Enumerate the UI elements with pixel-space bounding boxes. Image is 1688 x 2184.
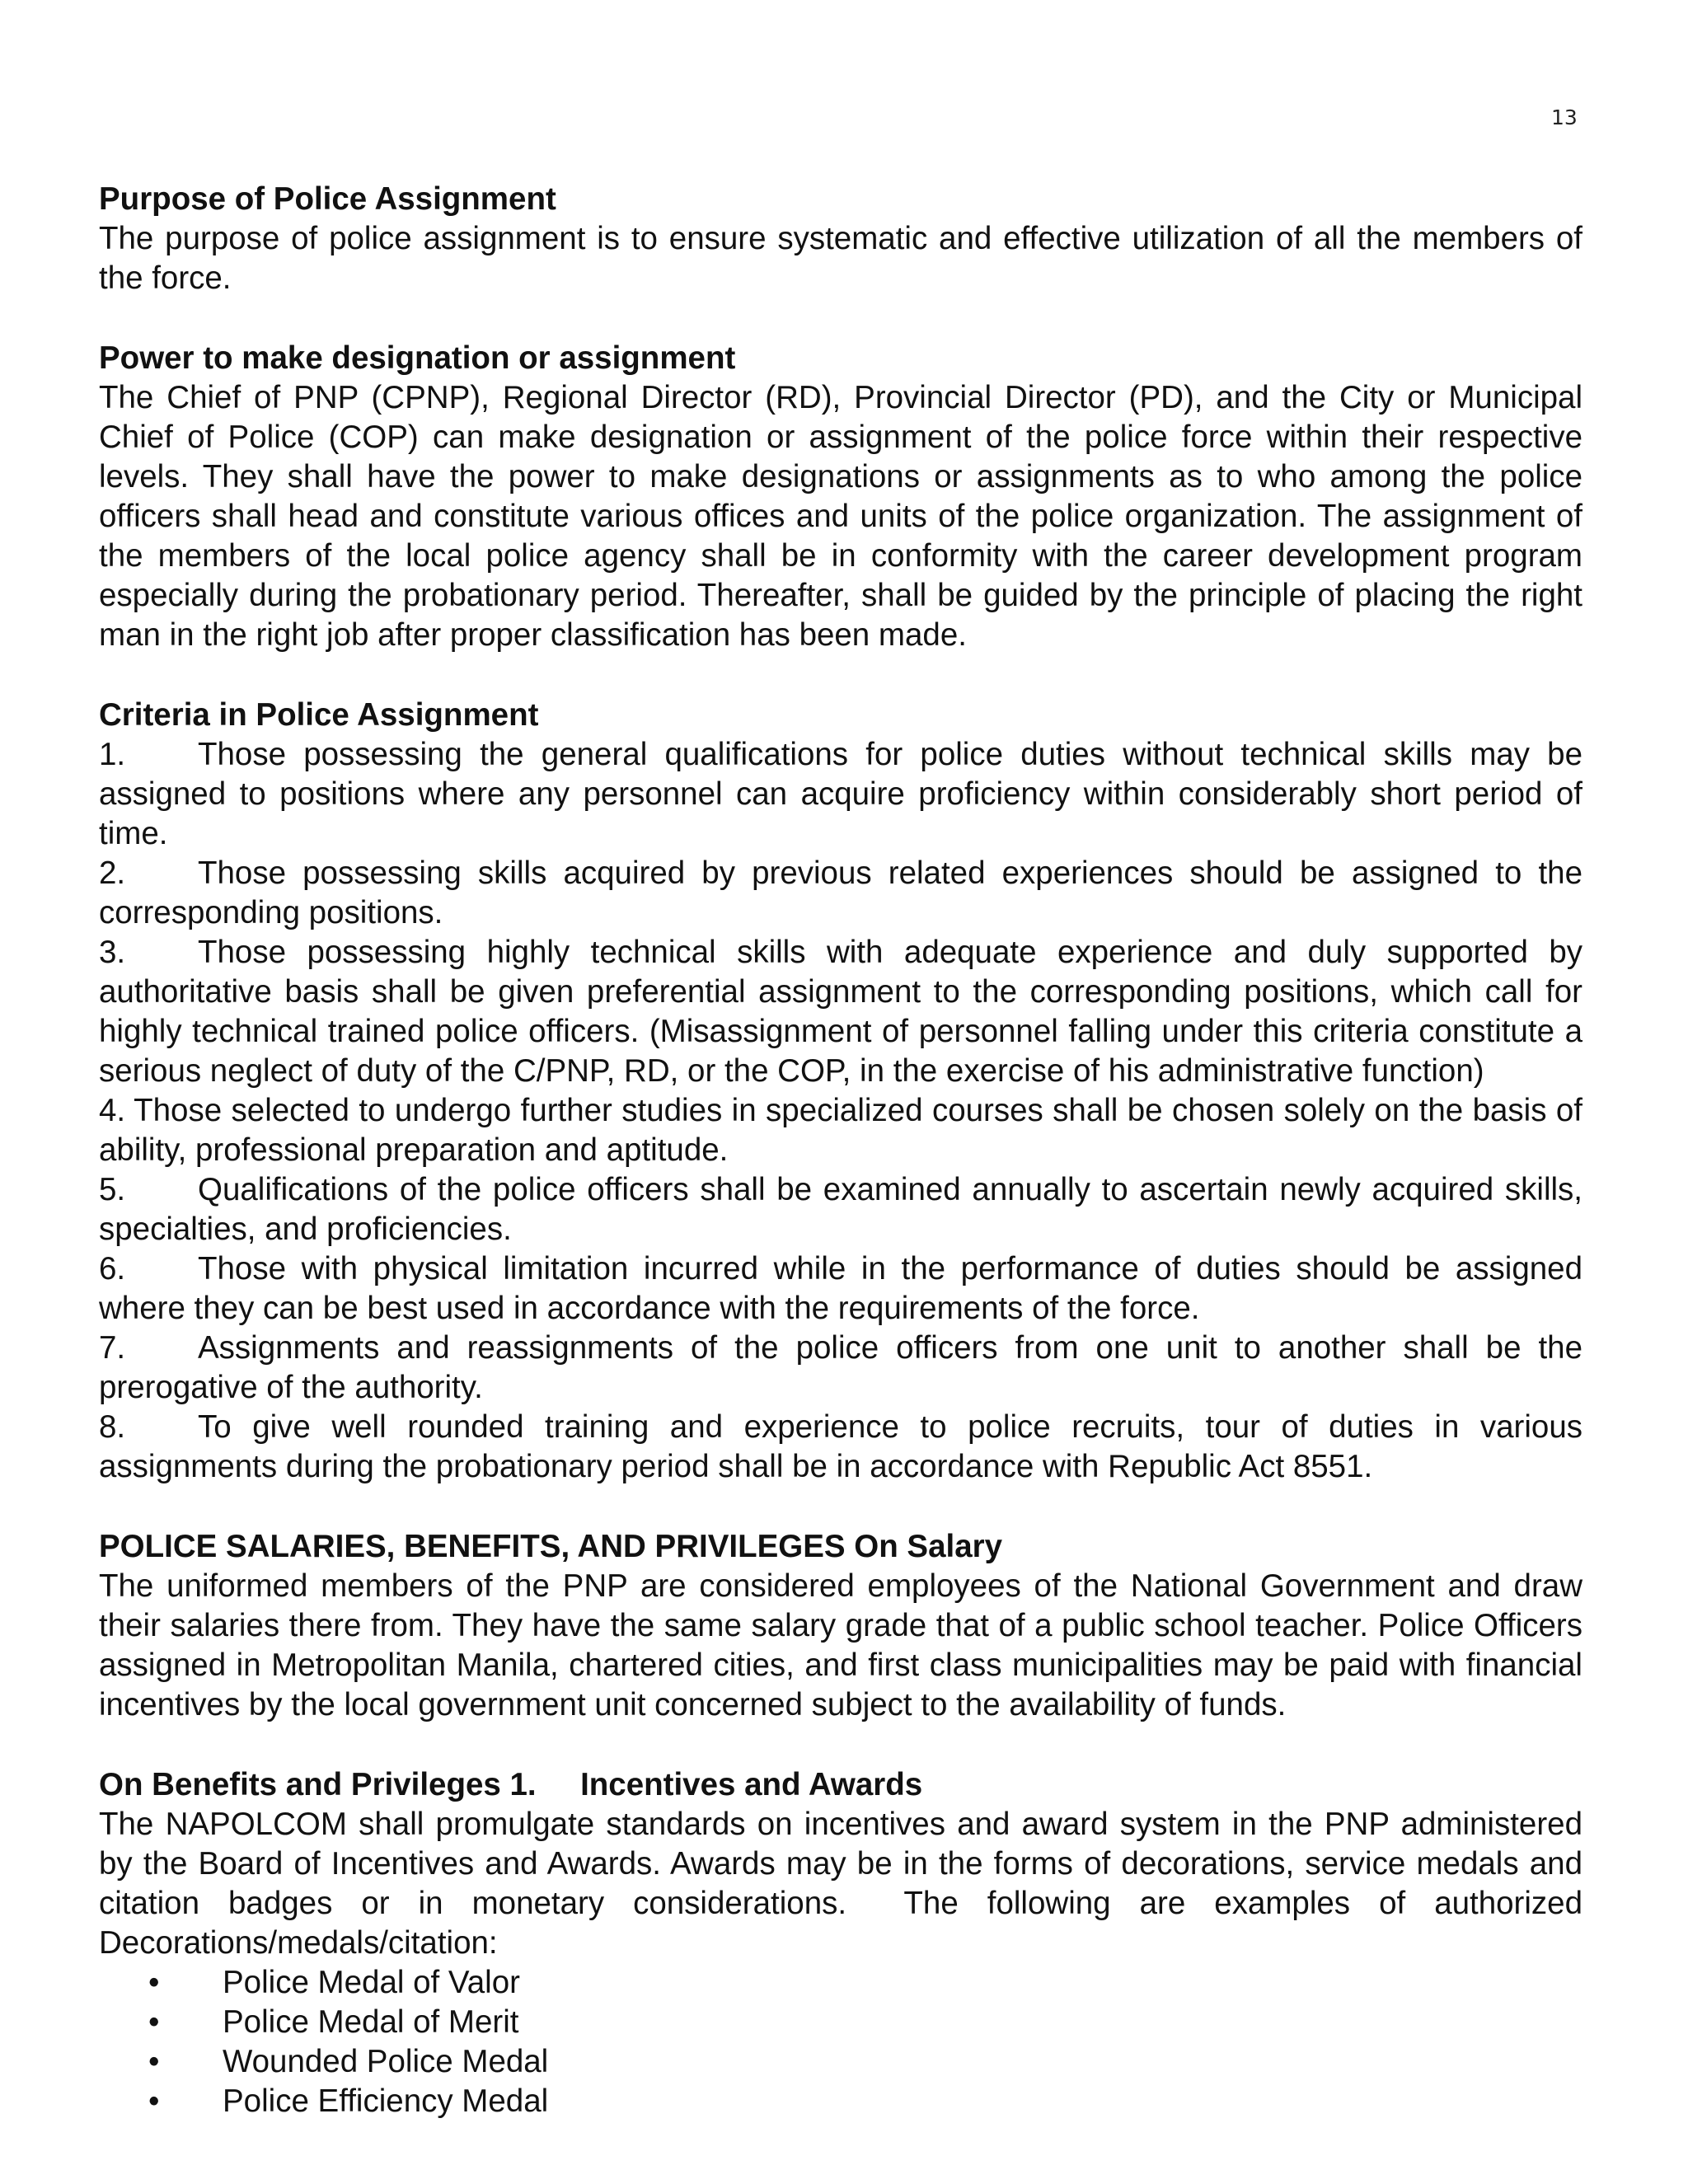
criteria-text: Qualifications of the police officers shall be examined annually to ascertain newly acquired skills, specialties, and proficiencies.	[99, 1172, 1582, 1247]
criteria-text: To give well rounded training and experience to police recruits, tour of duties in various assignments during the probationary period shall be in accordance with Republic Act 8551.	[99, 1409, 1582, 1484]
criteria-item-1	[99, 735, 1582, 854]
heading-benefits: On Benefits and Privileges 1. Incentives and Awards	[99, 1767, 923, 1802]
criteria-number: 6.	[99, 1251, 126, 1286]
list-item	[99, 1963, 1582, 2003]
awards-list	[99, 1963, 1582, 2121]
paragraph-salaries: The uniformed members of the PNP are considered employees of the National Government and draw their salaries there from. They have the same salary grade that of a public school teacher. Police Officers assigned in Metropolitan Manila, chartered cities, and first class municipalities may be paid with financial incentives by the local government unit concerned subject to the availability of funds.	[99, 1568, 1582, 1722]
award-name: Police Efficiency Medal	[223, 2083, 549, 2119]
list-item	[99, 2003, 1582, 2042]
heading-criteria: Criteria in Police Assignment	[99, 697, 539, 733]
award-name: Police Medal of Valor	[223, 1965, 520, 2000]
bullet-icon: •	[148, 2044, 160, 2079]
criteria-number: 4.	[99, 1093, 126, 1128]
bullet-icon: •	[148, 2083, 160, 2119]
criteria-text: Those selected to undergo further studies in specialized courses shall be chosen solely on the basis of ability, professional preparation and aptitude.	[99, 1093, 1582, 1168]
award-name: Wounded Police Medal	[223, 2044, 549, 2079]
criteria-item-5	[99, 1170, 1582, 1249]
award-name: Police Medal of Merit	[223, 2004, 519, 2040]
criteria-number: 2.	[99, 855, 126, 891]
criteria-text: Those possessing skills acquired by previous related experiences should be assigned to the corresponding positions.	[99, 855, 1582, 930]
criteria-item-8	[99, 1408, 1582, 1487]
paragraph-power: The Chief of PNP (CPNP), Regional Director (RD), Provincial Director (PD), and the City or Municipal Chief of Police (COP) can make designation or assignment of the police force within their respective levels. They shall have the power to make designations or assignments as to who among the police officers shall head and constitute various offices and units of the police organization. The assignment of the members of the local police agency shall be in conformity with the career development program especially during the probationary period. Thereafter, shall be guided by the principle of placing the right man in the right job after proper classification has been made.	[99, 380, 1582, 653]
list-item	[99, 2082, 1582, 2121]
criteria-item-3	[99, 933, 1582, 1091]
criteria-item-6	[99, 1249, 1582, 1329]
criteria-text: Assignments and reassignments of the police officers from one unit to another shall be the prerogative of the authority.	[99, 1330, 1582, 1405]
paragraph-benefits: The NAPOLCOM shall promulgate standards on incentives and award system in the PNP administered by the Board of Incentives and Awards. Awards may be in the forms of decorations, service medals and citation badges or in monetary considerations. The following are examples of authorized Decorations/medals/citation:	[99, 1807, 1592, 1961]
heading-salaries: POLICE SALARIES, BENEFITS, AND PRIVILEGES On Salary	[99, 1529, 1003, 1564]
document-body	[99, 180, 1592, 2121]
list-item	[99, 2042, 1582, 2082]
criteria-number: 1.	[99, 737, 126, 772]
criteria-item-2	[99, 854, 1582, 933]
criteria-list	[99, 735, 1582, 1487]
criteria-number: 3.	[99, 935, 126, 970]
criteria-number: 8.	[99, 1409, 126, 1445]
bullet-icon: •	[148, 2004, 160, 2040]
bullet-icon: •	[148, 1965, 160, 2000]
heading-power: Power to make designation or assignment	[99, 340, 736, 376]
heading-purpose: Purpose of Police Assignment	[99, 181, 556, 217]
criteria-text: Those with physical limitation incurred while in the performance of duties should be assigned where they can be best used in accordance with the requirements of the force.	[99, 1251, 1582, 1326]
page-number: 13	[1551, 105, 1578, 129]
criteria-item-4	[99, 1091, 1582, 1170]
criteria-item-7	[99, 1329, 1582, 1408]
criteria-number: 7.	[99, 1330, 126, 1366]
criteria-text: Those possessing the general qualifications for police duties without technical skills may be assigned to positions where any personnel can acquire proficiency within considerably short period of time.	[99, 737, 1582, 851]
criteria-number: 5.	[99, 1172, 126, 1207]
criteria-text: Those possessing highly technical skills with adequate experience and duly supported by authoritative basis shall be given preferential assignment to the corresponding positions, which call for highly technical trained police officers. (Misassignment of personnel falling under this criteria constitute a serious neglect of duty of the C/PNP, RD, or the COP, in the exercise of his administrative function)	[99, 935, 1582, 1089]
paragraph-purpose: The purpose of police assignment is to ensure systematic and effective utilization of all the members of the force.	[99, 221, 1582, 296]
